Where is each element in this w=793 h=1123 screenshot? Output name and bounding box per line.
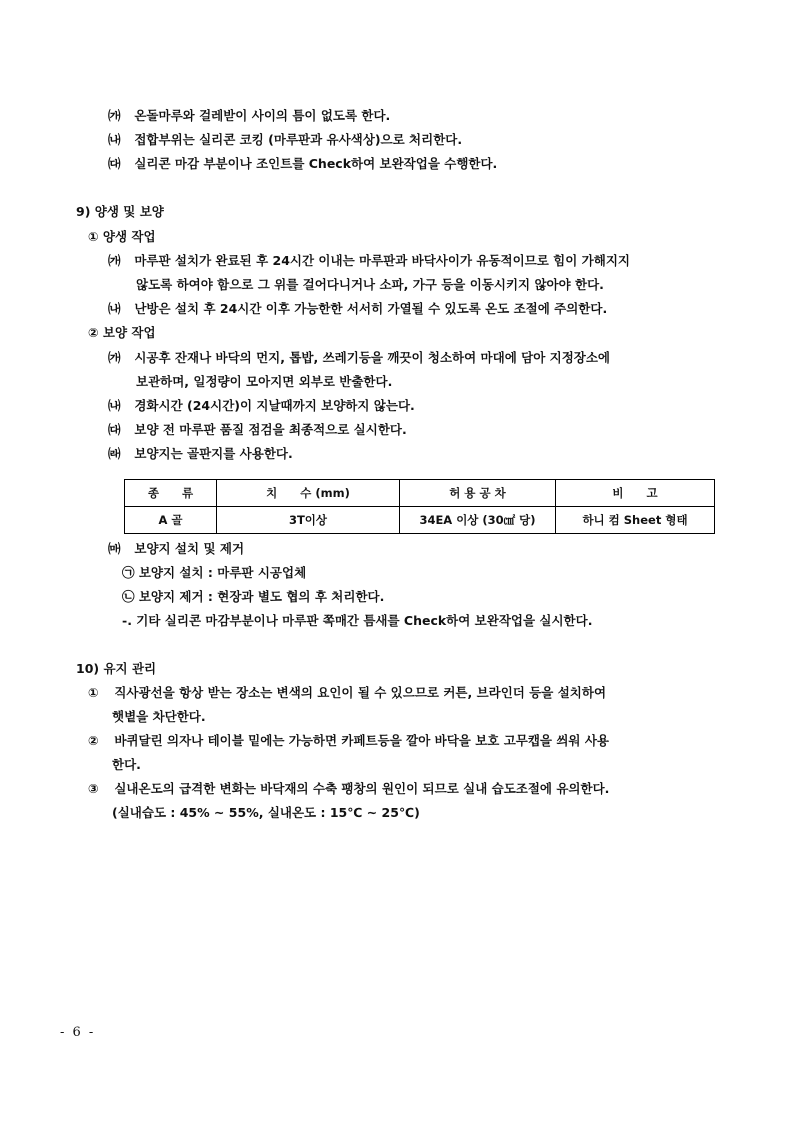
item-marker: ㈏: [108, 301, 121, 316]
item-text: 보양 전 마루판 품질 점검을 최종적으로 실시한다.: [134, 422, 407, 437]
intro-item-3: [108, 156, 497, 172]
protection-paper-spec-table: [124, 479, 715, 534]
item-marker: ㈒: [108, 541, 121, 556]
install-line-1: ㉠ 보양지 설치 : 마루판 시공업체: [122, 565, 307, 580]
section-10-item-2: [88, 733, 609, 749]
item-text: 보양지는 골판지를 사용한다.: [134, 446, 293, 461]
item-marker: ㈏: [108, 398, 121, 413]
item-text: 보양지 설치 및 제거: [134, 541, 245, 556]
section-10-item-3-cont: (실내습도 : 45% ∼ 55%, 실내온도 : 15℃ ∼ 25℃): [112, 805, 420, 820]
item-marker: ②: [88, 733, 99, 748]
section-10-title: 10) 유지 관리: [76, 661, 157, 676]
install-line-3: -. 기타 실리콘 마감부분이나 마루판 쪽매간 틈새를 Check하여 보완작업을 실시한다.: [122, 613, 593, 628]
sub2-item-4: [108, 446, 293, 462]
intro-item-2: [108, 132, 462, 148]
item-text: 접합부위는 실리콘 코킹 (마루판과 유사색상)으로 처리한다.: [134, 132, 463, 147]
sub1-item-1-cont: 않도록 하여야 함으로 그 위를 걸어다니거나 소파, 가구 등을 이동시키지 않아야 한다.: [136, 277, 604, 292]
intro-item-1: [108, 108, 390, 124]
sub2-item-1-cont: 보관하며, 일정량이 모아지면 외부로 반출한다.: [136, 374, 393, 389]
item-marker: ㈐: [108, 422, 121, 437]
section-10-item-2-cont: 한다.: [112, 757, 141, 772]
table-header-cell: 허 용 공 차: [400, 480, 556, 507]
table-cell: 하니 컴 Sheet 형태: [556, 507, 715, 534]
table-header-cell: 치 수 (mm): [217, 480, 400, 507]
install-item: [108, 541, 244, 557]
table-row: [125, 507, 715, 534]
page-number: - 6 -: [60, 1025, 96, 1040]
section-9-sub1-title: ① 양생 작업: [88, 229, 156, 244]
table-header-cell: 비 고: [556, 480, 715, 507]
section-10-item-1-cont: 햇볕을 차단한다.: [112, 709, 206, 724]
table-cell: A 골: [125, 507, 217, 534]
sub2-item-3: [108, 422, 407, 438]
sub1-item-1: [108, 253, 630, 269]
section-10-item-1: [88, 685, 606, 701]
section-9-title: 9) 양생 및 보양: [76, 204, 164, 219]
item-text: 실내온도의 급격한 변화는 바닥재의 수축 팽창의 원인이 되므로 실내 습도조절에 유의한다.: [114, 781, 610, 796]
item-text: 실리콘 마감 부분이나 조인트를 Check하여 보완작업을 수행한다.: [134, 156, 498, 171]
item-text: 직사광선을 항상 받는 장소는 변색의 요인이 될 수 있으므로 커튼, 브라인더 등을 설치하여: [114, 685, 607, 700]
item-text: 온돌마루와 걸레받이 사이의 틈이 없도록 한다.: [134, 108, 391, 123]
item-text: 시공후 잔재나 바닥의 먼지, 톱밥, 쓰레기등을 깨끗이 청소하여 마대에 담아 지정장소에: [134, 350, 611, 365]
item-marker: ㈎: [108, 253, 121, 268]
item-marker: ㈑: [108, 446, 121, 461]
table-header-row: [125, 480, 715, 507]
item-marker: ③: [88, 781, 99, 796]
item-text: 난방은 설치 후 24시간 이후 가능한한 서서히 가열될 수 있도록 온도 조절에 주의한다.: [134, 301, 608, 316]
item-text: 경화시간 (24시간)이 지날때까지 보양하지 않는다.: [134, 398, 415, 413]
sub2-item-1: [108, 350, 610, 366]
sub1-item-2: [108, 301, 607, 317]
table-header-cell: 종 류: [125, 480, 217, 507]
section-10-item-3: [88, 781, 609, 797]
install-line-2: ㉡ 보양지 제거 : 현장과 별도 협의 후 처리한다.: [122, 589, 385, 604]
section-9-sub2-title: ② 보양 작업: [88, 325, 156, 340]
item-marker: ①: [88, 685, 99, 700]
sub2-item-2: [108, 398, 415, 414]
item-marker: ㈏: [108, 132, 121, 147]
table-cell: 34EA 이상 (30㎠ 당): [400, 507, 556, 534]
item-marker: ㈐: [108, 156, 121, 171]
item-marker: ㈎: [108, 350, 121, 365]
item-text: 마루판 설치가 완료된 후 24시간 이내는 마루판과 바닥사이가 유동적이므로 힘이 가해지지: [134, 253, 630, 268]
item-text: 바퀴달린 의자나 테이블 밑에는 가능하면 카페트등을 깔아 바닥을 보호 고무캡을 씌워 사용: [114, 733, 610, 748]
item-marker: ㈎: [108, 108, 121, 123]
table-cell: 3T이상: [217, 507, 400, 534]
